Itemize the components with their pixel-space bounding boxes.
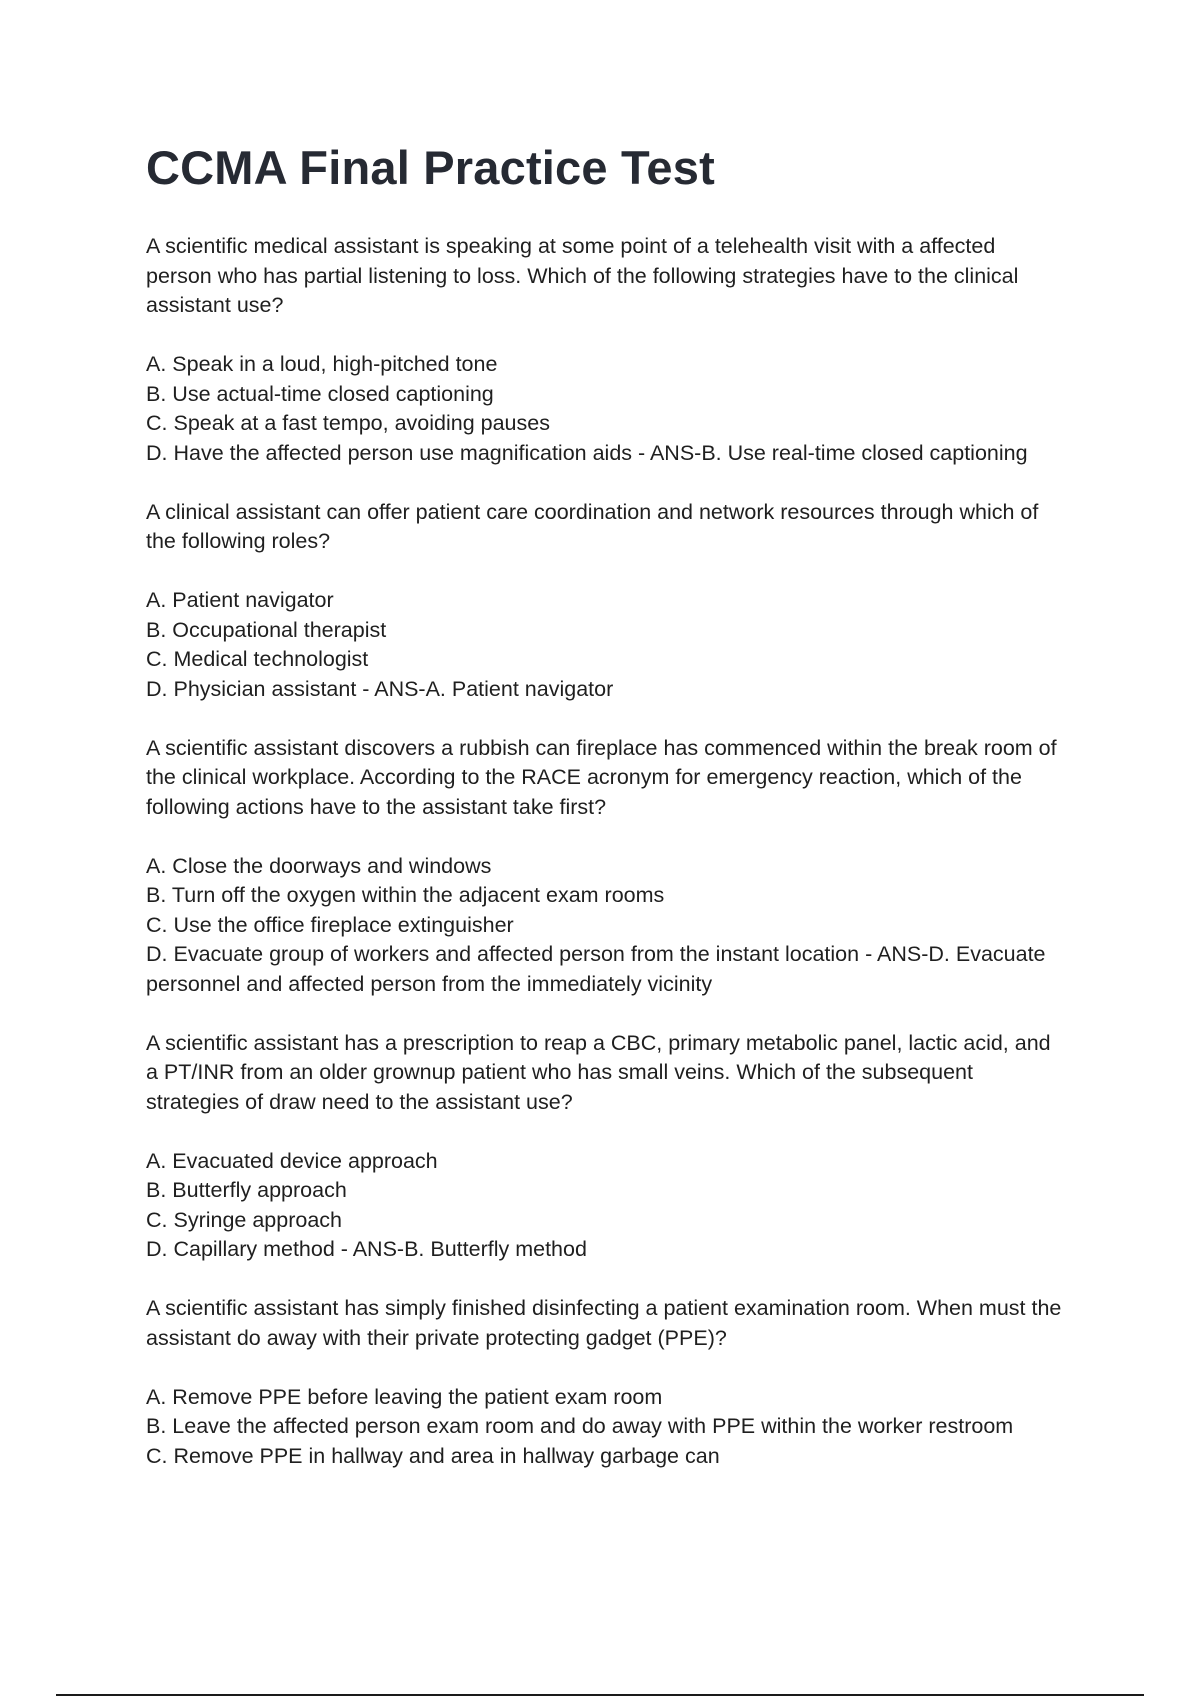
option-item: B. Use actual-time closed captioning <box>146 381 494 406</box>
question-stem: A scientific assistant has simply finished disinfecting a patient examination room. When must the assistant do away with their private protecting gadget (PPE)? <box>146 1296 1062 1350</box>
option-item: A. Remove PPE before leaving the patient exam room <box>146 1384 663 1409</box>
option-item-answer: D. Evacuate group of workers and affected person from the instant location - ANS-D. Evacuate personnel and affected person from the immediately vicinity <box>146 942 1046 996</box>
option-item: C. Syringe approach <box>146 1207 342 1232</box>
question-3 <box>146 734 1066 1000</box>
option-item: B. Leave the affected person exam room and do away with PPE within the worker restroom <box>146 1414 1014 1438</box>
page-bottom-rule <box>56 1694 1144 1696</box>
question-4 <box>146 1029 1066 1265</box>
option-list <box>146 1147 1066 1265</box>
option-list <box>146 350 1066 468</box>
option-item: B. Occupational therapist <box>146 617 387 642</box>
option-item: A. Speak in a loud, high-pitched tone <box>146 352 498 376</box>
option-item: C. Speak at a fast tempo, avoiding pauses <box>146 411 550 435</box>
option-item: B. Butterfly approach <box>146 1178 347 1202</box>
option-item: A. Evacuated device approach <box>146 1148 438 1173</box>
option-item-answer: D. Physician assistant - ANS-A. Patient navigator <box>146 676 614 701</box>
question-1 <box>146 232 1066 468</box>
option-item: A. Close the doorways and windows <box>146 853 492 878</box>
document-page <box>146 140 1066 1501</box>
option-item: C. Medical technologist <box>146 647 369 671</box>
option-item-answer: D. Have the affected person use magnification aids - ANS-B. Use real-time closed captioning <box>146 440 1028 465</box>
option-item: B. Turn off the oxygen within the adjacent exam rooms <box>146 883 665 907</box>
question-2 <box>146 498 1066 705</box>
option-item: A. Patient navigator <box>146 588 334 612</box>
page-title: CCMA Final Practice Test <box>146 141 715 194</box>
question-stem: A clinical assistant can offer patient care coordination and network resources through which of the following roles? <box>146 499 1039 553</box>
question-stem: A scientific assistant has a prescription to reap a CBC, primary metabolic panel, lactic acid, and a PT/INR from an older grownup patient who has small veins. Which of the subsequent strategies of draw need to the assistant use? <box>146 1030 1051 1114</box>
option-list <box>146 1383 1066 1472</box>
option-item-answer: D. Capillary method - ANS-B. Butterfly method <box>146 1237 587 1261</box>
option-item: C. Remove PPE in hallway and area in hallway garbage can <box>146 1443 720 1468</box>
option-list <box>146 852 1066 1000</box>
option-list <box>146 586 1066 704</box>
option-item: C. Use the office fireplace extinguisher <box>146 912 514 937</box>
question-stem: A scientific assistant discovers a rubbish can fireplace has commenced within the break room of the clinical workplace. According to the RACE acronym for emergency reaction, which of the following actions have to the assistant take first? <box>146 735 1057 819</box>
question-5 <box>146 1294 1066 1471</box>
question-stem: A scientific medical assistant is speaking at some point of a telehealth visit with a affected person who has partial listening to loss. Which of the following strategies have to the clinical assistant use? <box>146 234 1019 317</box>
